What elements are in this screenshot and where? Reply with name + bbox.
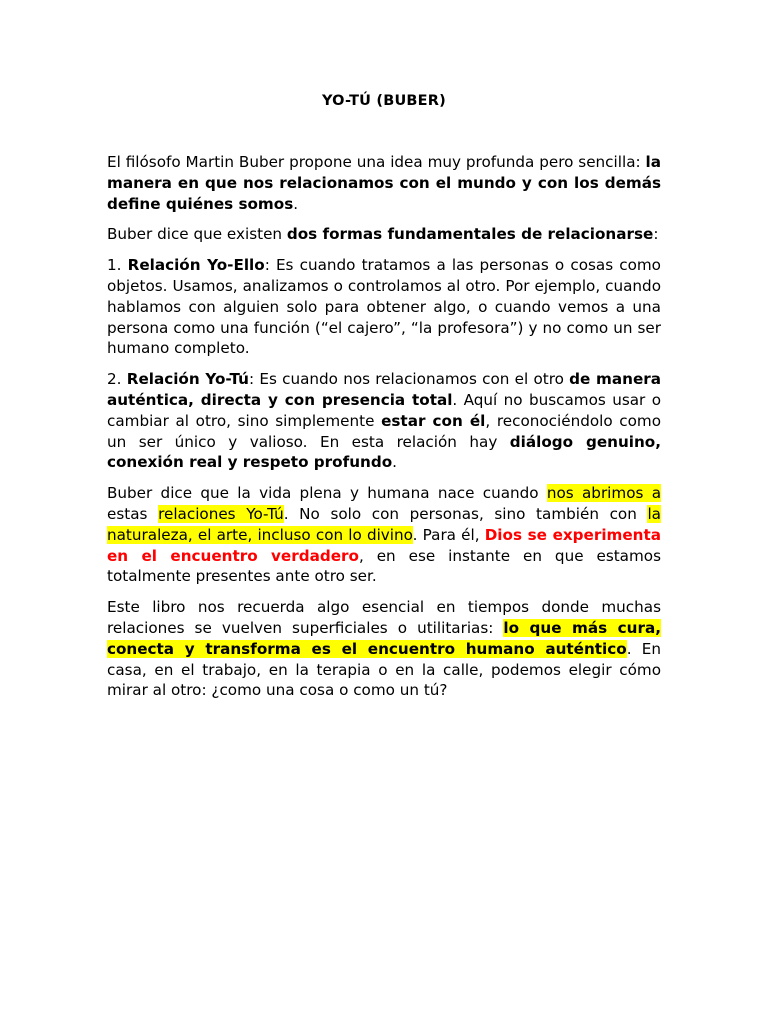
- highlight-relaciones: relaciones Yo-Tú: [158, 504, 284, 523]
- intro-text: El filósofo Martin Buber propone una idea muy profunda pero sencilla:: [107, 153, 646, 171]
- yo-tu-text-1: : Es cuando nos relacionamos con el otro: [248, 370, 570, 389]
- highlight-bold-encuentro: lo que más cura, conecta y transforma es el encuentro humano auténtico: [107, 618, 661, 658]
- paragraph-vida-plena: [107, 483, 661, 587]
- vida-text-2: estas: [107, 504, 159, 523]
- intro-end: .: [293, 194, 299, 213]
- yo-tu-text-4: .: [392, 453, 397, 472]
- paragraph-yo-tu: [107, 369, 661, 473]
- two-forms-text: Buber dice que existen: [107, 225, 287, 244]
- yo-tu-text-2: . Aquí no buscamos usar o cambiar al otro, sino simplemente: [107, 390, 661, 430]
- red-emphasis-dios: Dios se experimenta en el encuentro verdadero: [107, 525, 661, 565]
- paragraph-two-forms: [107, 224, 661, 245]
- yo-ello-heading: Relación Yo-Ello: [127, 256, 265, 275]
- paragraph-conclusion: [107, 597, 661, 701]
- highlight-nos-abrimos: nos abrimos a: [546, 484, 661, 503]
- yo-tu-text-3: , reconociéndolo como un ser único y valioso. En esta relación hay: [107, 411, 662, 451]
- yo-tu-bold-4: diálogo genuino, conexión real y respeto profundo: [107, 432, 661, 472]
- document-title: YO-TÚ (BUBER): [322, 93, 446, 109]
- yo-tu-bold-3: estar con él: [381, 411, 486, 430]
- intro-bold: la manera en que nos relacionamos con el mundo y con los demás define quiénes somos: [107, 153, 661, 213]
- two-forms-end: :: [653, 225, 659, 244]
- yo-tu-heading: Relación Yo-Tú: [126, 370, 249, 389]
- vida-text-1: Buber dice que la vida plena y humana nace cuando: [107, 484, 547, 503]
- paragraph-intro: [107, 152, 661, 214]
- conclusion-text-2: . En casa, en el trabajo, en la terapia o en la calle, podemos elegir cómo mirar al otro: ¿como una cosa o como un tú?: [107, 639, 661, 700]
- document-page: [107, 0, 661, 701]
- highlight-naturaleza: la naturaleza, el arte, incluso con lo divino: [107, 504, 661, 544]
- yo-ello-text: : Es cuando tratamos a las personas o cosas como objetos. Usamos, analizamos o controlamos al otro. Por ejemplo, cuando hablamos con alguien solo para obtener algo, o cuando vemos a una persona como una función (“el cajero”, “la profesora”) y no como un ser humano completo.: [107, 256, 661, 358]
- yo-tu-bold-2: de manera auténtica, directa y con presencia total: [107, 370, 661, 409]
- vida-text-5: , en ese instante en que estamos totalmente presentes ante otro ser.: [107, 546, 661, 586]
- two-forms-bold: dos formas fundamentales de relacionarse: [286, 225, 654, 244]
- yo-tu-number: 2.: [107, 370, 127, 389]
- conclusion-text-1: Este libro nos recuerda algo esencial en tiempos donde muchas relaciones se vuelven superficiales o utilitarias:: [107, 598, 661, 637]
- vida-text-3: . No solo con personas, sino también con: [283, 504, 648, 523]
- paragraph-yo-ello: [107, 255, 661, 359]
- yo-ello-number: 1.: [107, 256, 128, 275]
- vida-text-4: . Para él,: [412, 525, 485, 544]
